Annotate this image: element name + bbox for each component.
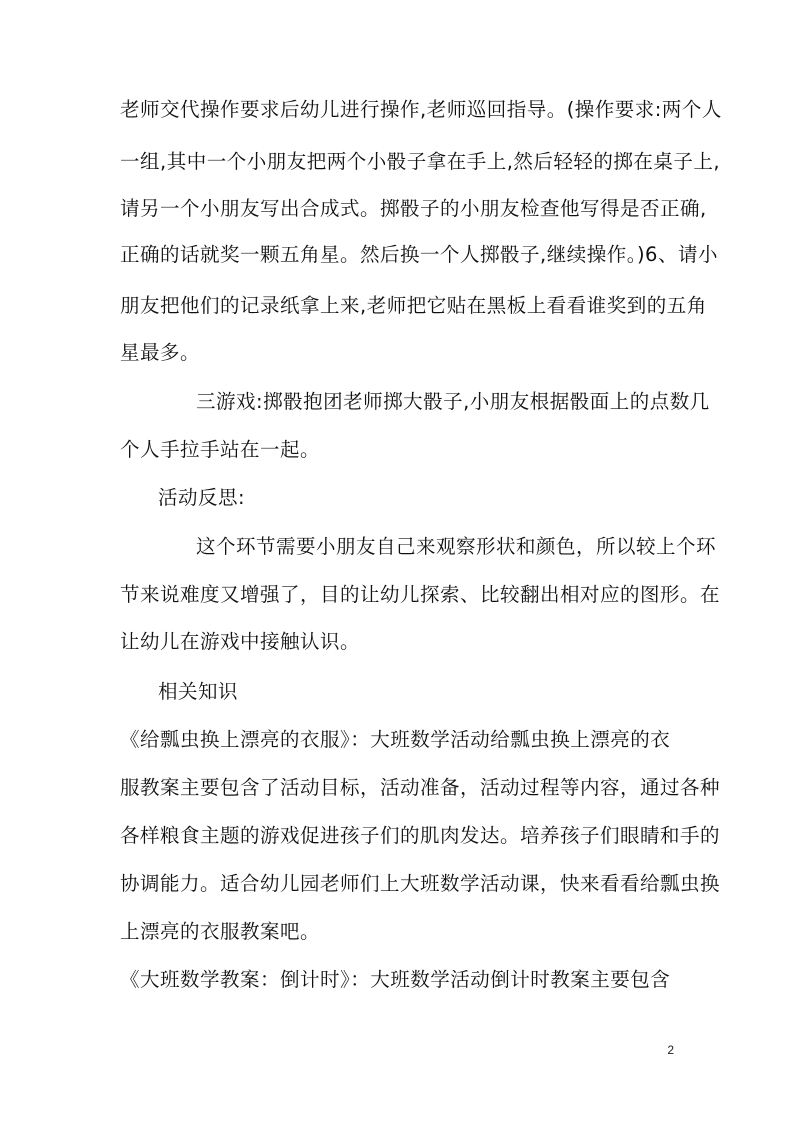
text-line: 请另一个小朋友写出合成式。掷骰子的小朋友检查他写得是否正确, <box>120 197 707 220</box>
text-line: 一组,其中一个小朋友把两个小骰子拿在手上,然后轻轻的掷在桌子上, <box>120 150 721 173</box>
text-line: 协调能力。适合幼儿园老师们上大班数学活动课，快来看看给瓢虫换 <box>120 872 721 895</box>
text-line: 星最多。 <box>120 341 201 364</box>
text-line: 老师交代操作要求后幼儿进行操作,老师巡回指导。(操作要求:两个人 <box>120 98 722 121</box>
section-heading: 相关知识 <box>158 680 239 703</box>
section-heading: 活动反思: <box>158 486 246 509</box>
text-line: 让幼儿在游戏中接触认识。 <box>120 630 361 653</box>
text-line: 节来说难度又增强了，目的让幼儿探索、比较翻出相对应的图形。在 <box>120 583 721 606</box>
text-line: 正确的话就奖一颗五角星。然后换一个人掷骰子,继续操作。)6、请小 <box>120 243 718 266</box>
text-line: 各样粮食主题的游戏促进孩子们的肌肉发达。培养孩子们眼睛和手的 <box>120 824 721 847</box>
text-line: 服教案主要包含了活动目标，活动准备，活动过程等内容，通过各种 <box>120 776 721 799</box>
text-line: 个人手拉手站在一起。 <box>120 438 321 461</box>
text-line: 三游戏:掷骰抱团老师掷大骰子,小朋友根据骰面上的点数几 <box>196 390 710 413</box>
text-line: 朋友把他们的记录纸拿上来,老师把它贴在黑板上看看谁奖到的五角 <box>120 294 707 317</box>
page-number: 2 <box>667 1043 674 1057</box>
text-line: 这个环节需要小朋友自己来观察形状和颜色，所以较上个环 <box>196 535 717 558</box>
text-line: 上漂亮的衣服教案吧。 <box>120 920 321 943</box>
text-line: 《给瓢虫换上漂亮的衣服》：大班数学活动给瓢虫换上漂亮的衣 <box>120 728 671 751</box>
text-line: 《大班数学教案：倒计时》：大班数学活动倒计时教案主要包含 <box>120 968 671 991</box>
